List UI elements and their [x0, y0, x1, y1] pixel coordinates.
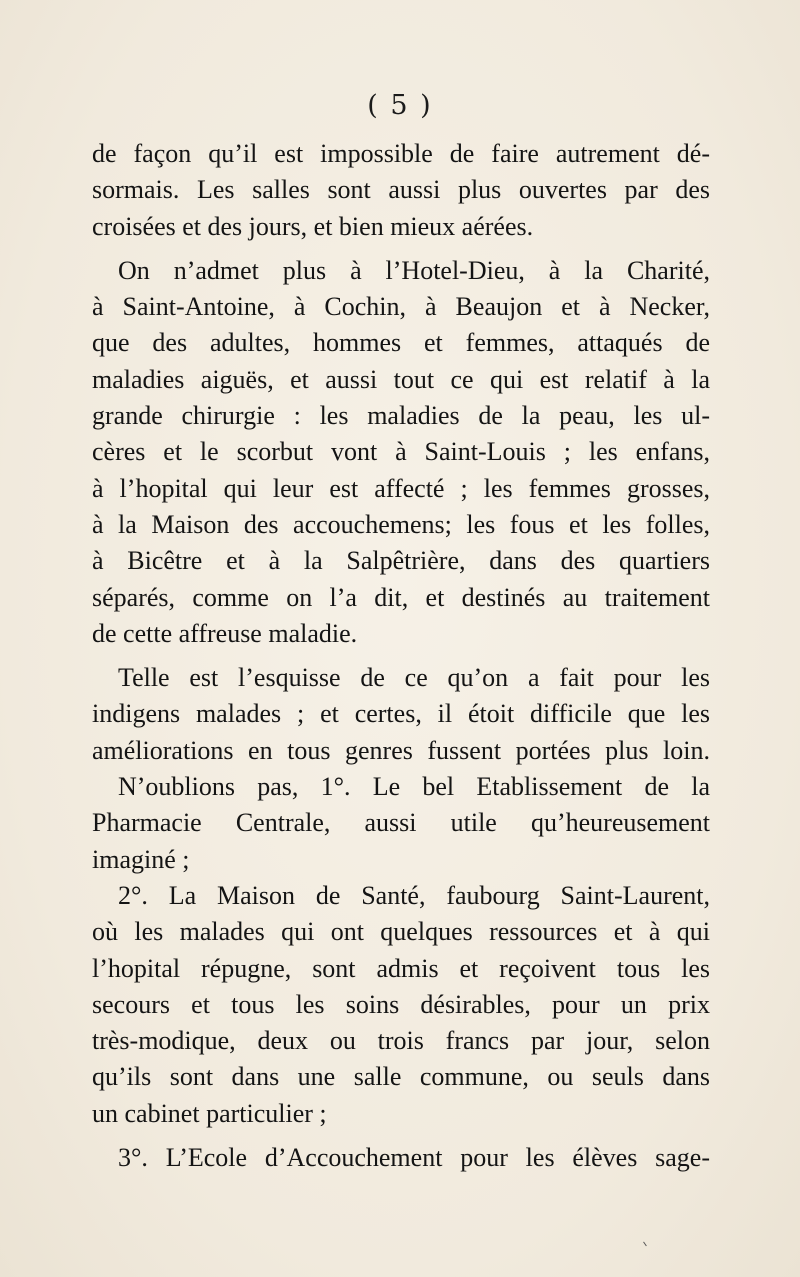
- text-line: séparés, comme on l’a dit, et destinés au traitement: [92, 582, 710, 612]
- paragraph: [92, 1140, 710, 1176]
- text-line: l’hopital répugne, sont admis et reçoivent tous les: [92, 953, 710, 983]
- paragraph: [92, 878, 710, 1132]
- text-line: sormais. Les salles sont aussi plus ouvertes par des: [92, 175, 710, 205]
- text-line: secours et tous les soins désirables, pour un prix: [92, 989, 710, 1019]
- text-line: Pharmacie Centrale, aussi utile qu’heureusement: [92, 808, 710, 838]
- paragraph: [92, 769, 710, 878]
- text-line: un cabinet particulier ;: [92, 1098, 327, 1128]
- page-text: [92, 136, 710, 1176]
- text-line: à l’hopital qui leur est affecté ; les femmes grosses,: [92, 473, 710, 503]
- text-line: croisées et des jours, et bien mieux aérées.: [92, 211, 534, 241]
- text-line: maladies aiguës, et aussi tout ce qui est relatif à la: [92, 364, 710, 394]
- text-line: 2°. La Maison de Santé, faubourg Saint-Laurent,: [118, 880, 710, 910]
- text-line: imaginé ;: [92, 844, 190, 874]
- paragraph: [92, 660, 710, 769]
- text-line: indigens malades ; et certes, il étoit difficile que les: [92, 699, 710, 729]
- text-line: à Bicêtre et à la Salpêtrière, dans des quartiers: [92, 546, 710, 576]
- text-line: Telle est l’esquisse de ce qu’on a fait pour les: [118, 663, 710, 693]
- text-line: à Saint-Antoine, à Cochin, à Beaujon et à Necker,: [92, 292, 710, 322]
- text-line: grande chirurgie : les maladies de la peau, les ul-: [92, 401, 710, 431]
- text-line: améliorations en tous genres fussent portées plus loin.: [92, 735, 710, 765]
- text-line: qu’ils sont dans une salle commune, ou seuls dans: [92, 1062, 710, 1092]
- paragraph: [92, 253, 710, 652]
- text-line: très-modique, deux ou trois francs par jour, selon: [92, 1026, 710, 1056]
- text-line: On n’admet plus à l’Hotel-Dieu, à la Charité,: [118, 255, 710, 285]
- text-line: à la Maison des accouchemens; les fous et les folles,: [92, 509, 710, 539]
- text-line: que des adultes, hommes et femmes, attaqués de: [92, 328, 710, 358]
- paragraph: [92, 136, 710, 245]
- text-line: N’oublions pas, 1°. Le bel Etablissement de la: [118, 772, 710, 802]
- text-line: de façon qu’il est impossible de faire autrement dé-: [92, 139, 710, 168]
- text-line: où les malades qui ont quelques ressources et à qui: [92, 917, 710, 947]
- ink-mark: [643, 1239, 651, 1247]
- page-number: ( 5 ): [367, 90, 433, 121]
- text-line: 3°. L’Ecole d’Accouchement pour les élèves sage-: [118, 1143, 710, 1173]
- text-line: cères et le scorbut vont à Saint-Louis ; les enfans,: [92, 437, 710, 467]
- text-line: de cette affreuse maladie.: [92, 618, 358, 648]
